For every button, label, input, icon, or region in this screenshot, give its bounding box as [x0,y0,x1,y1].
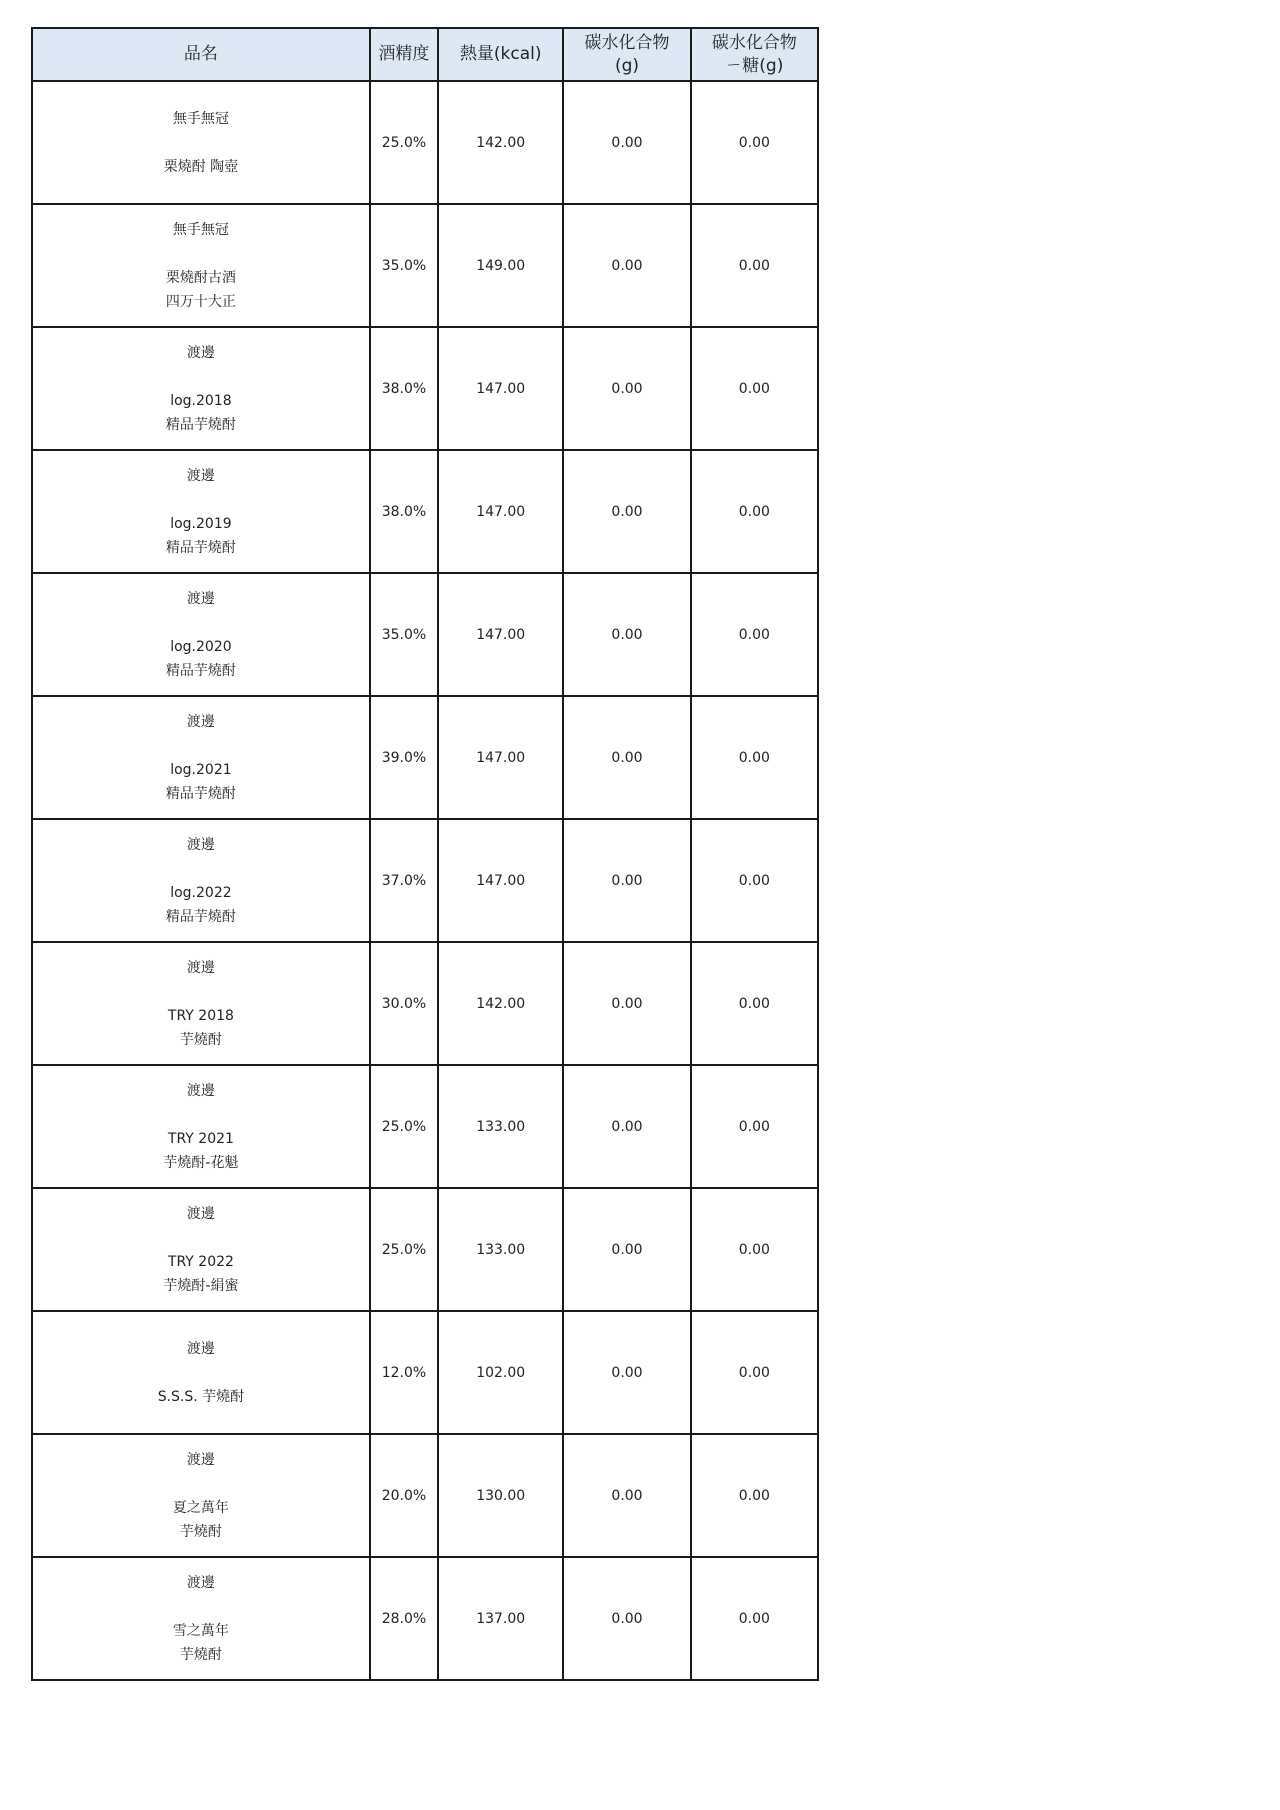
table-row [32,1557,818,1680]
product-subname: 芋燒酎 [179,1031,222,1048]
product-subname: 精品芋燒酎 [165,662,236,679]
carb-cell: 0.00 [563,81,690,204]
table-row [32,573,818,696]
table-row [32,450,818,573]
abv-cell: 25.0% [370,1065,438,1188]
carb-cell: 0.00 [563,942,690,1065]
product-name-cell [32,1188,370,1311]
kcal-cell: 147.00 [438,450,563,573]
header-sugar [691,28,818,81]
abv-cell: 12.0% [370,1311,438,1434]
abv-cell: 25.0% [370,81,438,204]
product-name: log.2022 [170,884,232,901]
abv-cell: 20.0% [370,1434,438,1557]
brand-name: 渡邊 [186,713,215,730]
product-name: TRY 2018 [167,1007,234,1024]
table-row [32,1311,818,1434]
product-subname: 四万十大正 [165,293,236,310]
brand-name: 渡邊 [186,959,215,976]
kcal-cell: 147.00 [438,819,563,942]
kcal-cell: 149.00 [438,204,563,327]
product-name-cell [32,204,370,327]
abv-cell: 39.0% [370,696,438,819]
carb-cell: 0.00 [563,1065,690,1188]
kcal-cell: 102.00 [438,1311,563,1434]
table-body [32,81,818,1680]
brand-name: 渡邊 [186,1574,215,1591]
product-name-cell [32,942,370,1065]
brand-name: 渡邊 [186,590,215,607]
product-name: S.S.S. 芋燒酎 [157,1388,245,1405]
header-kcal: 熱量(kcal) [438,28,563,81]
kcal-cell: 130.00 [438,1434,563,1557]
product-subname: 精品芋燒酎 [165,785,236,802]
header-carb-line2: (g) [614,55,640,76]
table-row [32,819,818,942]
table-row [32,1065,818,1188]
carb-cell: 0.00 [563,1434,690,1557]
product-name: 夏之萬年 [172,1499,229,1516]
abv-cell: 35.0% [370,573,438,696]
sugar-cell: 0.00 [691,204,818,327]
product-name-cell [32,819,370,942]
sugar-cell: 0.00 [691,1311,818,1434]
carb-cell: 0.00 [563,819,690,942]
carb-cell: 0.00 [563,1557,690,1680]
product-name: log.2019 [170,515,232,532]
carb-cell: 0.00 [563,696,690,819]
table-row [32,204,818,327]
product-name-cell [32,1311,370,1434]
brand-name: 渡邊 [186,1340,215,1357]
kcal-cell: 133.00 [438,1188,563,1311]
product-name: TRY 2021 [167,1130,234,1147]
table-row [32,1188,818,1311]
sugar-cell: 0.00 [691,327,818,450]
sugar-cell: 0.00 [691,696,818,819]
header-name: 品名 [32,28,370,81]
abv-cell: 25.0% [370,1188,438,1311]
brand-name: 渡邊 [186,1082,215,1099]
kcal-cell: 147.00 [438,696,563,819]
carb-cell: 0.00 [563,1188,690,1311]
table-row [32,942,818,1065]
header-carb [563,28,690,81]
table-row [32,81,818,204]
sugar-cell: 0.00 [691,1434,818,1557]
carb-cell: 0.00 [563,204,690,327]
product-subname: 精品芋燒酎 [165,539,236,556]
brand-name: 無手無冠 [172,221,229,238]
kcal-cell: 147.00 [438,573,563,696]
kcal-cell: 142.00 [438,942,563,1065]
header-carb-line1: 碳水化合物 [584,32,670,53]
product-name-cell [32,450,370,573]
abv-cell: 35.0% [370,204,438,327]
carb-cell: 0.00 [563,450,690,573]
sugar-cell: 0.00 [691,573,818,696]
kcal-cell: 133.00 [438,1065,563,1188]
abv-cell: 28.0% [370,1557,438,1680]
abv-cell: 30.0% [370,942,438,1065]
abv-cell: 38.0% [370,450,438,573]
product-subname: 芋燒酎 [179,1646,222,1663]
product-name: log.2018 [170,392,232,409]
header-sugar-line1: 碳水化合物 [711,32,797,53]
product-subname: 精品芋燒酎 [165,416,236,433]
product-subname: 芋燒酎-絹蜜 [163,1277,239,1294]
product-name-cell [32,1557,370,1680]
product-name-cell [32,573,370,696]
sugar-cell: 0.00 [691,819,818,942]
brand-name: 渡邊 [186,344,215,361]
table-row [32,696,818,819]
sugar-cell: 0.00 [691,942,818,1065]
carb-cell: 0.00 [563,1311,690,1434]
product-name: 栗燒酎 陶壺 [163,158,239,175]
sugar-cell: 0.00 [691,1557,818,1680]
abv-cell: 37.0% [370,819,438,942]
brand-name: 無手無冠 [172,110,229,127]
header-abv: 酒精度 [370,28,438,81]
abv-cell: 38.0% [370,327,438,450]
product-name-cell [32,1434,370,1557]
sugar-cell: 0.00 [691,1065,818,1188]
table-header [32,28,818,81]
product-name: 雪之萬年 [172,1622,229,1639]
brand-name: 渡邊 [186,836,215,853]
brand-name: 渡邊 [186,1451,215,1468]
product-name-cell [32,81,370,204]
header-sugar-line2: ㄧ糖(g) [725,55,784,76]
carb-cell: 0.00 [563,573,690,696]
sugar-cell: 0.00 [691,450,818,573]
product-name: log.2021 [170,761,232,778]
nutrition-table [31,27,819,1681]
product-name: TRY 2022 [167,1253,234,1270]
product-subname: 芋燒酎 [179,1523,222,1540]
table-row [32,327,818,450]
brand-name: 渡邊 [186,1205,215,1222]
product-name-cell [32,327,370,450]
product-name-cell [32,696,370,819]
product-name: log.2020 [170,638,232,655]
product-name: 栗燒酎古酒 [165,269,236,286]
sugar-cell: 0.00 [691,81,818,204]
kcal-cell: 137.00 [438,1557,563,1680]
sugar-cell: 0.00 [691,1188,818,1311]
kcal-cell: 142.00 [438,81,563,204]
brand-name: 渡邊 [186,467,215,484]
table-row [32,1434,818,1557]
kcal-cell: 147.00 [438,327,563,450]
product-name-cell [32,1065,370,1188]
header-row [32,28,818,81]
carb-cell: 0.00 [563,327,690,450]
product-subname: 精品芋燒酎 [165,908,236,925]
product-subname: 芋燒酎-花魁 [163,1154,239,1171]
